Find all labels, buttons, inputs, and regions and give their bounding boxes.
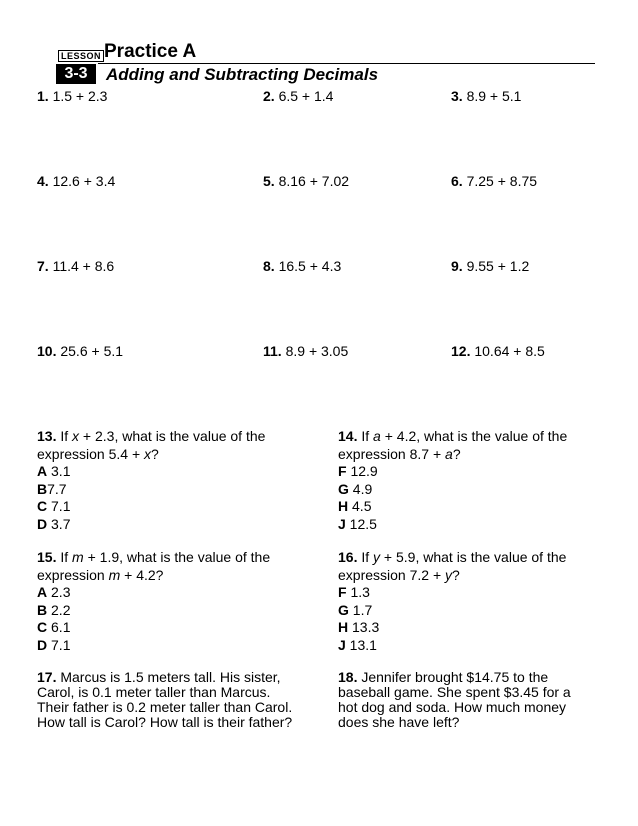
problem-number: 16.: [338, 549, 358, 565]
problem-number: 5.: [263, 173, 275, 189]
problem-number: 11.: [263, 343, 282, 359]
choice: [338, 481, 598, 499]
choice-letter: C: [37, 619, 48, 635]
variable: y: [373, 549, 381, 565]
choice-text: 12.9: [346, 463, 378, 479]
variable: a: [445, 445, 453, 462]
choice: [37, 481, 297, 499]
question-stem: [338, 428, 598, 463]
problem-11: [263, 343, 348, 359]
problem-expression: 7.25 + 8.75: [466, 173, 538, 189]
problem-6: [451, 173, 537, 189]
problem-number: 17.: [37, 669, 57, 685]
problem-14: [338, 428, 598, 533]
problem-text: Marcus is 1.5 meters tall. His sister, Carol, is 0.1 meter taller than Marcus. Their father is 0.2 meter taller than Carol. How tall is Carol? How tall is their father?: [37, 669, 293, 730]
choice-letter: D: [37, 515, 48, 532]
problem-7: [37, 258, 114, 274]
problem-number: 1.: [37, 88, 49, 104]
choice-text: 13.3: [348, 619, 380, 635]
choice-letter: B: [37, 601, 48, 618]
question-stem: [37, 549, 297, 584]
problem-number: 10.: [37, 343, 57, 359]
variable: y: [445, 566, 453, 583]
choice-letter: A: [37, 584, 48, 600]
choice: [37, 637, 297, 655]
choice-text: 4.9: [348, 480, 373, 497]
problem-expression: 11.4 + 8.6: [52, 258, 115, 274]
problem-number: 6.: [451, 173, 463, 189]
problem-15: [37, 549, 297, 654]
problem-expression: 8.9 + 5.1: [466, 88, 522, 104]
choice-text: 1.7: [348, 601, 373, 618]
problem-13: [37, 428, 297, 533]
choice: [37, 498, 297, 516]
stem-text: If: [357, 428, 374, 444]
choice: [37, 584, 297, 602]
choice-letter: A: [37, 463, 48, 479]
stem-text: + 4.2?: [120, 566, 164, 583]
choice-letter: G: [338, 601, 349, 618]
choice-text: 7.7: [47, 480, 67, 497]
choice-letter: J: [338, 636, 346, 653]
choice-text: 7.1: [47, 498, 71, 514]
question-stem: [338, 549, 598, 584]
worksheet-title: Practice A: [104, 41, 197, 62]
choice-text: 12.5: [345, 515, 377, 532]
problem-expression: 25.6 + 5.1: [60, 343, 124, 359]
problem-number: 4.: [37, 173, 49, 189]
choice: [338, 602, 598, 620]
choice: [37, 516, 297, 534]
stem-text: + 5.9, what is the value of the expression 7.2 +: [338, 549, 567, 583]
problem-expression: 8.9 + 3.05: [285, 343, 349, 359]
choice-text: 2.2: [47, 601, 71, 618]
choice-text: 2.3: [47, 584, 71, 600]
choice-text: 7.1: [47, 636, 71, 653]
choice-letter: D: [37, 636, 48, 653]
problem-1: [37, 88, 107, 104]
problem-expression: 10.64 + 8.5: [474, 343, 545, 359]
worksheet-subtitle: Adding and Subtracting Decimals: [106, 65, 379, 84]
variable: x: [144, 445, 152, 462]
problem-number: 2.: [263, 88, 275, 104]
problem-5: [263, 173, 349, 189]
choice: [338, 463, 598, 481]
problem-expression: 6.5 + 1.4: [278, 88, 334, 104]
problem-3: [451, 88, 521, 104]
problem-number: 14.: [338, 428, 358, 444]
stem-text: If: [56, 549, 73, 565]
problem-16: [338, 549, 598, 654]
problem-number: 3.: [451, 88, 463, 104]
problem-expression: 12.6 + 3.4: [52, 173, 116, 189]
problem-number: 13.: [37, 428, 57, 444]
problem-8: [263, 258, 341, 274]
choice-text: 13.1: [345, 636, 377, 653]
variable: a: [373, 428, 381, 444]
stem-text: ?: [452, 566, 460, 583]
stem-text: If: [56, 428, 73, 444]
lesson-number: 3-3: [56, 64, 96, 84]
problem-4: [37, 173, 115, 189]
problem-2: [263, 88, 333, 104]
choice: [338, 498, 598, 516]
stem-text: ?: [452, 445, 461, 462]
variable: m: [108, 566, 121, 583]
choice: [37, 602, 297, 620]
problem-number: 18.: [338, 669, 358, 685]
choice-text: 1.3: [346, 584, 370, 600]
choice-letter: F: [338, 584, 347, 600]
choice: [338, 637, 598, 655]
problem-9: [451, 258, 529, 274]
variable: m: [72, 549, 84, 565]
problem-18: [338, 670, 590, 730]
choice-text: 3.7: [47, 515, 71, 532]
choice-letter: H: [338, 498, 349, 514]
stem-text: If: [357, 549, 374, 565]
choice: [338, 619, 598, 637]
lesson-label: LESSON: [58, 50, 104, 62]
problem-expression: 9.55 + 1.2: [466, 258, 530, 274]
variable: x: [72, 428, 80, 444]
lesson-badge: [52, 50, 102, 84]
problem-number: 12.: [451, 343, 471, 359]
stem-text: + 4.2, what is the value of the expression 8.7 +: [338, 428, 568, 462]
problem-12: [451, 343, 545, 359]
problem-text: Jennifer brought $14.75 to the baseball game. She spent $3.45 for a hot dog and soda. How much money does she have left?: [338, 669, 571, 730]
choice-text: 6.1: [47, 619, 71, 635]
problem-number: 7.: [37, 258, 49, 274]
stem-text: ?: [151, 445, 159, 462]
problem-expression: 8.16 + 7.02: [278, 173, 350, 189]
choice-letter: C: [37, 498, 48, 514]
choice: [338, 584, 598, 602]
choice-text: 4.5: [348, 498, 372, 514]
problem-expression: 1.5 + 2.3: [52, 88, 108, 104]
problem-number: 15.: [37, 549, 57, 565]
choice: [338, 516, 598, 534]
stem-text: + 1.9, what is the value of the expression: [37, 549, 271, 583]
stem-text: + 2.3, what is the value of the expression 5.4 +: [37, 428, 266, 462]
choice: [37, 463, 297, 481]
problem-number: 8.: [263, 258, 275, 274]
problem-number: 9.: [451, 258, 463, 274]
choice-letter: J: [338, 515, 346, 532]
choice-letter: B: [37, 480, 48, 497]
header-rule: [98, 63, 595, 64]
choice-letter: F: [338, 463, 347, 479]
problem-10: [37, 343, 123, 359]
problem-17: [37, 670, 299, 730]
choice-letter: H: [338, 619, 349, 635]
worksheet-header: [52, 40, 597, 90]
choice: [37, 619, 297, 637]
question-stem: [37, 428, 297, 463]
choice-letter: G: [338, 480, 349, 497]
problem-expression: 16.5 + 4.3: [278, 258, 342, 274]
choice-text: 3.1: [47, 463, 71, 479]
